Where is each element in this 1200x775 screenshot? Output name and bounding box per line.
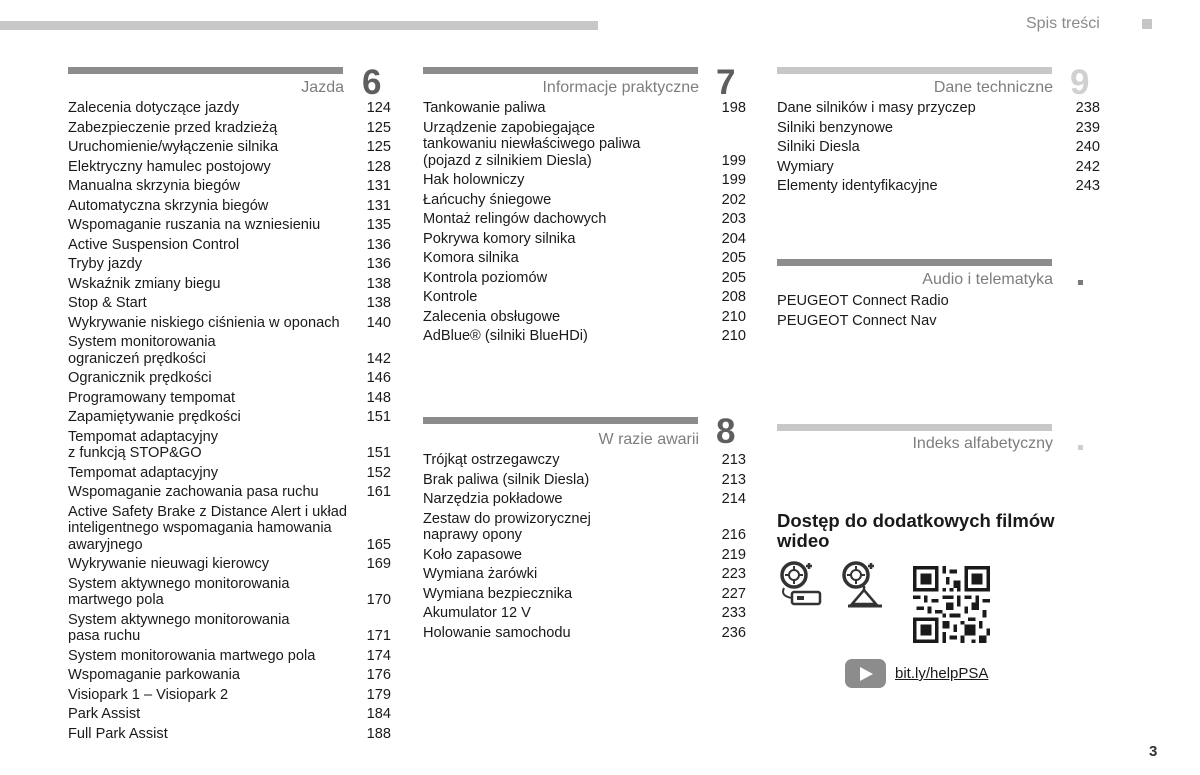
toc-entry-page: 205 (721, 269, 746, 286)
toc-entry-label: Elementy identyfikacyjne (777, 178, 938, 194)
toc-entry-page: 125 (366, 119, 391, 136)
toc-entry[interactable] (777, 178, 1100, 198)
toc-entry-label: Wykrywanie niskiego ciśnienia w oponach (68, 314, 340, 331)
toc-entry-page: 171 (366, 628, 391, 644)
toc-entry-page: 208 (721, 289, 746, 305)
toc-entry-label: Trójkąt ostrzegawczy (423, 452, 560, 468)
page-number: 3 (1149, 743, 1158, 760)
chapter-8-title: W razie awarii (598, 431, 699, 448)
toc-entry[interactable] (68, 706, 391, 726)
toc-entry[interactable] (423, 309, 746, 329)
toc-entry-label: Active Safety Brake z Distance Alert i układ inteligentnego wspomagania hamowania awaryjnego (68, 503, 348, 553)
toc-entry[interactable] (68, 139, 391, 159)
toc-entry-page: 227 (721, 585, 746, 602)
toc-entry-label: Tempomat adaptacyjny z funkcją STOP&GO (68, 428, 219, 461)
toc-entry-page: 202 (721, 191, 746, 208)
toc-entry-label: Wymiana bezpiecznika (423, 585, 573, 602)
toc-entry[interactable] (68, 315, 391, 335)
toc-entry[interactable] (68, 217, 391, 237)
chapter-9-toc (777, 100, 1100, 198)
toc-entry[interactable] (423, 231, 746, 251)
toc-entry[interactable] (68, 726, 391, 746)
toc-entry[interactable] (68, 159, 391, 179)
toc-entry[interactable] (423, 511, 746, 547)
toc-entry-page: 151 (366, 409, 391, 425)
toc-entry-label: System monitorowania ograniczeń prędkości (68, 334, 216, 367)
toc-entry[interactable] (423, 250, 746, 270)
toc-entry-page: 138 (366, 275, 391, 292)
toc-entry-page: 125 (366, 139, 391, 155)
toc-entry[interactable] (68, 276, 391, 296)
toc-entry-label: Tempomat adaptacyjny (68, 464, 219, 481)
toc-entry-label: Urządzenie zapobiegające tankowaniu niewłaściwego paliwa (pojazd z silnikiem Diesla) (423, 119, 641, 169)
toc-entry[interactable] (68, 484, 391, 504)
toc-entry-label: Wymiana żarówki (423, 566, 538, 582)
toc-entry-label: AdBlue® (silniki BlueHDi) (423, 328, 588, 344)
index-section-title: Indeks alfabetyczny (912, 435, 1053, 452)
toc-entry[interactable] (68, 409, 391, 429)
index-section-bar (777, 424, 1052, 431)
toc-entry[interactable] (68, 667, 391, 687)
toc-entry-page: 188 (366, 725, 391, 742)
chapter-8-bar (423, 417, 698, 424)
toc-entry-label: Zapamiętywanie prędkości (68, 409, 241, 425)
chapter-7-toc (423, 100, 746, 348)
toc-entry-label: Wskaźnik zmiany biegu (68, 275, 221, 292)
toc-entry[interactable] (68, 178, 391, 198)
toc-entry-label: Park Assist (68, 706, 141, 722)
toc-entry-page: 203 (721, 211, 746, 227)
toc-entry-page: 238 (1075, 100, 1100, 116)
toc-entry[interactable] (423, 172, 746, 192)
toc-entry[interactable] (68, 370, 391, 390)
toc-entry-label: Silniki benzynowe (777, 119, 894, 136)
toc-entry-label: Uruchomienie/wyłączenie silnika (68, 139, 279, 155)
toc-entry[interactable] (68, 465, 391, 485)
toc-entry-label: Silniki Diesla (777, 139, 860, 155)
toc-entry[interactable] (68, 612, 391, 648)
chapter-6-bar (68, 67, 343, 74)
toc-entry-page: 199 (721, 152, 746, 169)
toc-entry-label: Wspomaganie zachowania pasa ruchu (68, 484, 319, 500)
toc-entry-page: 236 (721, 624, 746, 641)
toc-entry-page: 240 (1075, 139, 1100, 155)
toc-entry-page: 128 (366, 158, 391, 175)
toc-entry[interactable] (777, 100, 1100, 120)
toc-entry[interactable] (423, 120, 746, 173)
toc-entry-label: Akumulator 12 V (423, 605, 531, 621)
toc-entry-page: 131 (366, 197, 391, 214)
toc-entry[interactable] (68, 295, 391, 315)
toc-entry-page: 219 (721, 546, 746, 563)
toc-entry-label: Zalecenia dotyczące jazdy (68, 100, 240, 116)
toc-entry-label: Manualna skrzynia biegów (68, 178, 240, 194)
toc-entry-label: Holowanie samochodu (423, 624, 571, 641)
toc-entry-page: 142 (366, 350, 391, 367)
toc-entry-page: 124 (366, 100, 391, 116)
toc-entry-page: 214 (721, 491, 746, 507)
toc-entry-label: Kontrole (423, 289, 478, 305)
toc-entry[interactable] (68, 648, 391, 668)
toc-entry-label: Wykrywanie nieuwagi kierowcy (68, 556, 270, 572)
toc-entry-label: Automatyczna skrzynia biegów (68, 197, 269, 214)
toc-entry[interactable] (423, 328, 746, 348)
toc-entry[interactable] (68, 120, 391, 140)
toc-entry-page: 170 (366, 592, 391, 608)
toc-entry-page: 165 (366, 536, 391, 553)
toc-entry-page: 151 (366, 445, 391, 461)
header-square-marker (1142, 19, 1152, 29)
toc-entry[interactable] (423, 100, 746, 120)
toc-entry[interactable] (423, 547, 746, 567)
video-link[interactable]: bit.ly/helpPSA (895, 665, 989, 682)
toc-entry[interactable] (423, 192, 746, 212)
toc-entry-page: 204 (721, 230, 746, 247)
chapter-6-number: 6 (362, 63, 382, 102)
toc-entry-label: Dane silników i masy przyczep (777, 100, 976, 116)
toc-entry-page: 136 (366, 236, 391, 253)
toc-entry-page: 210 (721, 328, 746, 344)
toc-entry[interactable] (423, 211, 746, 231)
toc-entry-label: System aktywnego monitorowania martwego pola (68, 575, 290, 608)
toc-entry-label: PEUGEOT Connect Radio (777, 293, 949, 309)
toc-entry-page: 174 (366, 647, 391, 664)
toc-entry-label: Active Suspension Control (68, 236, 240, 253)
tire-compressor-icon (778, 560, 826, 610)
toc-entry-label: PEUGEOT Connect Nav (777, 312, 937, 329)
audio-section-marker (1078, 280, 1083, 285)
toc-entry[interactable] (423, 586, 746, 606)
toc-entry[interactable] (777, 139, 1100, 159)
toc-entry-label: Ogranicznik prędkości (68, 370, 212, 386)
toc-entry-page: 213 (721, 452, 746, 468)
toc-entry[interactable] (68, 687, 391, 707)
toc-entry-page: 136 (366, 256, 391, 272)
toc-entry[interactable] (68, 256, 391, 276)
toc-entry-label: Łańcuchy śniegowe (423, 191, 552, 208)
toc-entry[interactable] (68, 504, 391, 557)
toc-entry-label: Zabezpieczenie przed kradzieżą (68, 119, 278, 136)
toc-entry-label: Zestaw do prowizorycznej naprawy opony (423, 510, 591, 543)
chapter-9-title: Dane techniczne (933, 79, 1053, 96)
toc-entry-label: Tryby jazdy (68, 256, 143, 272)
chapter-7-bar (423, 67, 698, 74)
toc-entry-page: 223 (721, 566, 746, 582)
toc-entry-page: 239 (1075, 119, 1100, 136)
toc-entry-label: System monitorowania martwego pola (68, 647, 316, 664)
toc-entry[interactable] (423, 270, 746, 290)
chapter-8-toc (423, 452, 746, 644)
toc-entry-label: Komora silnika (423, 250, 519, 266)
toc-entry[interactable] (423, 472, 746, 492)
toc-entry[interactable] (777, 313, 1100, 333)
toc-entry-label: Brak paliwa (silnik Diesla) (423, 471, 590, 488)
toc-entry-label: Elektryczny hamulec postojowy (68, 158, 271, 175)
toc-entry-page: 152 (366, 464, 391, 481)
toc-entry-label: Kontrola poziomów (423, 269, 548, 286)
index-section-marker (1078, 445, 1083, 450)
play-icon (860, 667, 873, 681)
toc-entry-page: 243 (1075, 178, 1100, 194)
chapter-6-toc (68, 100, 391, 745)
toc-entry-page: 184 (366, 706, 391, 722)
toc-entry-label: Wspomaganie parkowania (68, 667, 240, 683)
toc-entry-page: 148 (366, 389, 391, 406)
toc-entry[interactable] (68, 100, 391, 120)
toc-entry-label: Montaż relingów dachowych (423, 211, 607, 227)
toc-entry-label: Stop & Start (68, 295, 147, 311)
toc-entry-label: Wspomaganie ruszania na wzniesieniu (68, 217, 321, 233)
toc-entry-label: Visiopark 1 – Visiopark 2 (68, 686, 229, 703)
chapter-7-number: 7 (716, 63, 736, 102)
toc-entry-label: Zalecenia obsługowe (423, 308, 561, 325)
toc-entry[interactable] (423, 491, 746, 511)
toc-entry[interactable] (68, 334, 391, 370)
toc-entry-page: 179 (366, 686, 391, 703)
audio-section-title: Audio i telematyka (922, 271, 1053, 288)
toc-entry-page: 216 (721, 527, 746, 543)
toc-entry[interactable] (423, 566, 746, 586)
toc-entry-label: Koło zapasowe (423, 546, 522, 563)
toc-entry[interactable] (68, 390, 391, 410)
toc-entry[interactable] (68, 576, 391, 612)
toc-entry-label: Full Park Assist (68, 725, 168, 742)
toc-entry-page: 146 (366, 370, 391, 386)
jack-wheel-icon (840, 560, 888, 610)
qr-code (913, 566, 990, 643)
chapter-8-number: 8 (716, 412, 736, 451)
chapter-6-title: Jazda (301, 79, 344, 96)
toc-entry-label: Narzędzia pokładowe (423, 491, 563, 507)
toc-entry-page: 213 (721, 471, 746, 488)
audio-section-toc (777, 293, 1100, 332)
toc-entry-page: 198 (721, 100, 746, 116)
toc-entry-page: 138 (366, 295, 391, 311)
header-title: Spis treści (1026, 15, 1100, 32)
toc-entry-page: 176 (366, 667, 391, 683)
toc-entry-page: 210 (721, 308, 746, 325)
toc-entry-page: 135 (366, 217, 391, 233)
toc-entry[interactable] (423, 289, 746, 309)
toc-entry[interactable] (68, 556, 391, 576)
chapter-9-number: 9 (1070, 63, 1090, 102)
audio-section-bar (777, 259, 1052, 266)
chapter-9-bar (777, 67, 1052, 74)
video-heading: Dostęp do dodatkowych filmów wideo (777, 510, 1055, 551)
toc-entry[interactable] (423, 452, 746, 472)
toc-entry-page: 169 (366, 556, 391, 572)
toc-entry-page: 233 (721, 605, 746, 621)
toc-entry[interactable] (68, 429, 391, 465)
toc-entry[interactable] (423, 605, 746, 625)
toc-entry-page: 161 (366, 484, 391, 500)
toc-entry-page: 199 (721, 172, 746, 188)
toc-entry[interactable] (777, 293, 1100, 313)
toc-entry-label: Pokrywa komory silnika (423, 230, 576, 247)
top-decorative-bar (0, 21, 598, 30)
toc-entry-page: 140 (366, 314, 391, 331)
chapter-7-title: Informacje praktyczne (542, 79, 699, 96)
toc-entry-page: 131 (366, 178, 391, 194)
toc-entry-label: Programowany tempomat (68, 389, 236, 406)
toc-entry-label: Hak holowniczy (423, 172, 525, 188)
youtube-play-button[interactable] (845, 659, 886, 688)
toc-entry-page: 242 (1075, 158, 1100, 175)
toc-entry-label: Tankowanie paliwa (423, 100, 546, 116)
toc-entry-label: Wymiary (777, 158, 834, 175)
toc-entry[interactable] (68, 237, 391, 257)
toc-entry[interactable] (777, 159, 1100, 179)
toc-entry-page: 205 (721, 250, 746, 266)
toc-entry[interactable] (68, 198, 391, 218)
toc-entry[interactable] (777, 120, 1100, 140)
toc-entry[interactable] (423, 625, 746, 645)
toc-entry-label: System aktywnego monitorowania pasa ruchu (68, 611, 290, 644)
